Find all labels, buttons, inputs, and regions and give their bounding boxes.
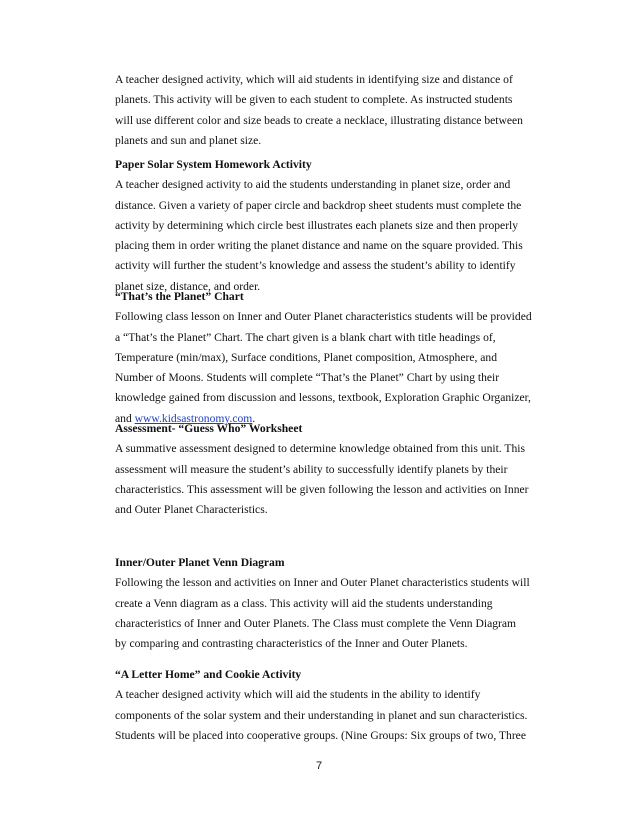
section-heading: Assessment- “Guess Who” Worksheet (115, 422, 303, 435)
paragraph-line: Number of Moons. Students will complete “That’s the Planet” Chart by using their (115, 371, 500, 385)
page-number: 7 (315, 760, 323, 772)
section-guess-who-assessment (115, 419, 535, 520)
section-letter-home-cookie (115, 665, 535, 746)
section-heading: “That’s the Planet” Chart (115, 290, 244, 303)
paragraph-line: characteristics. This assessment will be given following the lesson and activities on Inner (115, 482, 529, 496)
section-bead-necklace (115, 70, 535, 151)
paragraph-line: components of the solar system and their understanding in planet and sun characteristics. (115, 708, 528, 722)
paragraph-line: characteristics of Inner and Outer Planets. The Class must complete the Venn Diagram (115, 616, 517, 630)
paragraph-line: will use different color and size beads to create a necklace, illustrating distance between (115, 113, 523, 127)
section-heading: Paper Solar System Homework Activity (115, 158, 312, 171)
section-venn-diagram (115, 553, 535, 654)
paragraph-line: Temperature (min/max), Surface conditions, Planet composition, Atmosphere, and (115, 350, 498, 364)
paragraph-line: placing them in order writing the planet distance and name on the square provided. This (115, 239, 523, 253)
paragraph-line: create a Venn diagram as a class. This activity will aid the students understanding (115, 596, 493, 610)
paragraph-line: by comparing and contrasting characteristics of the Inner and Outer Planets. (115, 637, 468, 651)
paragraph-line: A summative assessment designed to determine knowledge obtained from this unit. This (115, 442, 526, 456)
paragraph-line: planets. This activity will be given to each student to complete. As instructed students (115, 93, 513, 107)
paragraph-line: A teacher designed activity to aid the students understanding in planet size, order and (115, 178, 511, 192)
paragraph-line: Students will be placed into cooperative groups. (Nine Groups: Six groups of two, Three (115, 728, 526, 742)
paragraph-line: planets and sun and planet size. (115, 133, 262, 147)
paragraph-line: knowledge gained from discussion and lessons, textbook, Exploration Graphic Organizer, (115, 391, 531, 405)
paragraph-line: planet size, distance, and order. (115, 279, 261, 293)
section-heading: “A Letter Home” and Cookie Activity (115, 668, 302, 681)
paragraph-line: activity will further the student’s knowledge and assess the student’s ability to identify (115, 259, 516, 273)
paragraph-line: and Outer Planet Characteristics. (115, 503, 268, 517)
link-prefix: and (115, 411, 135, 425)
paragraph-line: Following the lesson and activities on Inner and Outer Planet characteristics students will (115, 576, 530, 590)
paragraph-line: Following class lesson on Inner and Outer Planet characteristics students will be provided (115, 310, 532, 324)
section-paper-solar-system (115, 155, 535, 297)
paragraph-line: A teacher designed activity, which will aid students in identifying size and distance of (115, 73, 513, 86)
link-suffix: . (252, 411, 256, 425)
paragraph-line: assessment will measure the student’s ability to successfully identify planets by their (115, 462, 508, 476)
kidsastronomy-link[interactable]: www.kidsastronomy.com (134, 411, 253, 425)
section-heading: Inner/Outer Planet Venn Diagram (115, 556, 285, 569)
paragraph-line: distance. Given a variety of paper circle and backdrop sheet students must complete the (115, 198, 522, 212)
paragraph-line: A teacher designed activity which will aid the students in the ability to identify (115, 688, 481, 702)
section-thats-the-planet-chart (115, 287, 535, 429)
paragraph-line: a “That’s the Planet” Chart. The chart given is a blank chart with title headings of, (115, 330, 496, 344)
paragraph-line: activity by determining which circle best illustrates each planets size and then properly (115, 218, 519, 232)
